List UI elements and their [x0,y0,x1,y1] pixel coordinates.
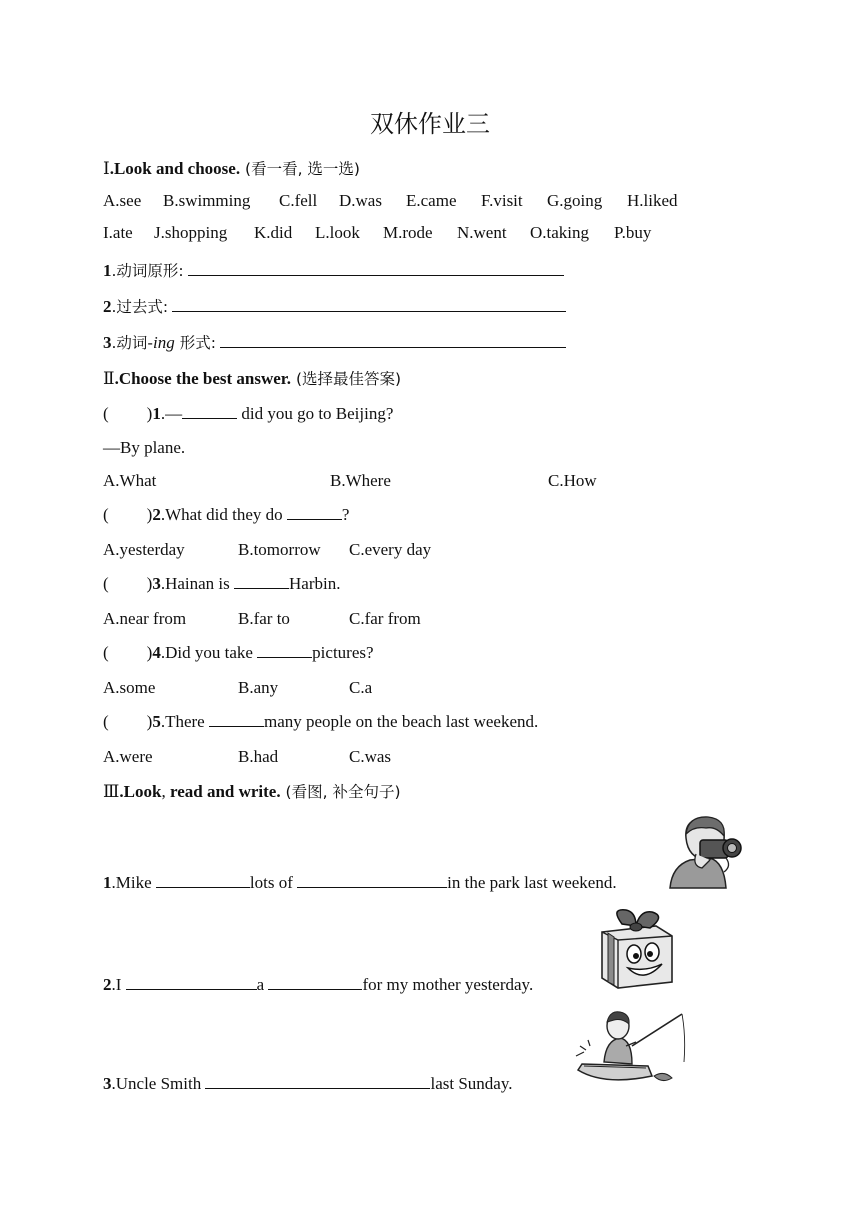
word-option: J.shopping [154,223,228,242]
mc-option[interactable]: C.a [349,678,373,697]
mc-option[interactable]: C.far from [349,609,421,628]
answer-blank[interactable] [257,643,312,658]
mc-option[interactable]: A.yesterday [103,540,185,559]
mc-question-2: ( )2.What did they do ? [103,505,350,524]
word-option: H.liked [627,191,678,210]
answer-blank[interactable] [182,404,237,419]
answer-blank[interactable] [287,505,342,520]
mc-question-4: ( )4.Did you take pictures? [103,643,374,662]
word-option: L.look [315,223,360,242]
page-title: 双休作业三 [370,110,490,138]
word-option: C.fell [279,191,318,210]
word-option: I.ate [103,223,133,242]
mc-option[interactable]: A.were [103,747,153,766]
mc-option[interactable]: B.far to [238,609,290,628]
word-option: A.see [103,191,142,210]
mc-option[interactable]: B.tomorrow [238,540,321,559]
answer-blank[interactable] [156,873,250,888]
word-option: F.visit [481,191,523,210]
answer-blank[interactable] [188,261,564,276]
mc-option[interactable]: A.some [103,678,156,697]
word-option: O.taking [530,223,590,242]
answer-blank[interactable] [220,333,566,348]
mc-question-5: ( )5.There many people on the beach last weekend. [103,712,539,731]
word-option: P.buy [614,223,652,242]
mc-option[interactable]: A.near from [103,609,187,628]
mc-option[interactable]: C.was [349,747,392,766]
word-option: G.going [547,191,603,210]
answer-blank[interactable] [268,975,362,990]
answer-blank[interactable] [172,297,566,312]
word-option: M.rode [383,223,433,242]
section-1-number: Ⅰ [103,159,110,178]
camera-man-icon [666,814,750,890]
answer-blank[interactable] [126,975,257,990]
mc-option[interactable]: B.had [238,747,279,766]
mc-question-1: ( )1.— did you go to Beijing? [103,404,394,423]
write-sentence-2: 2.I a for my mother yesterday. [103,975,534,994]
question-1-1: 1.动词原形: [103,259,564,281]
word-option: D.was [339,191,382,210]
answer-blank[interactable] [234,574,289,589]
section-2-heading: Ⅱ.Choose the best answer. (选择最佳答案) [103,369,402,388]
mc-option[interactable]: B.any [238,678,279,697]
mc-question-1-answer-line: —By plane. [103,438,186,457]
section-1-title: .Look and choose. [109,159,241,178]
answer-blank[interactable] [297,873,447,888]
fishing-boat-icon [574,1006,692,1090]
mc-question-3: ( )3.Hainan is Harbin. [103,574,341,593]
answer-blank[interactable] [205,1074,430,1089]
mc-option[interactable]: A.What [103,471,157,490]
word-option: E.came [406,191,457,210]
word-option: N.went [457,223,507,242]
question-1-3: 3.动词-ing 形式: [103,331,566,353]
write-sentence-1: 1.Mike lots of in the park last weekend. [103,873,617,892]
mc-option[interactable]: B.Where [330,471,391,490]
question-1-2: 2.过去式: [103,295,566,317]
mc-option[interactable]: C.every day [349,540,432,559]
section-3-heading: Ⅲ.Look, read and write. (看图, 补全句子) [103,782,401,801]
write-sentence-3: 3.Uncle Smith last Sunday. [103,1074,513,1093]
gift-box-icon [596,906,678,990]
section-1-heading [103,157,360,179]
mc-option[interactable]: C.How [548,471,597,490]
word-option: B.swimming [163,191,251,210]
section-1-cn: (看一看, 选一选) [240,160,360,178]
answer-blank[interactable] [209,712,264,727]
word-option: K.did [254,223,293,242]
